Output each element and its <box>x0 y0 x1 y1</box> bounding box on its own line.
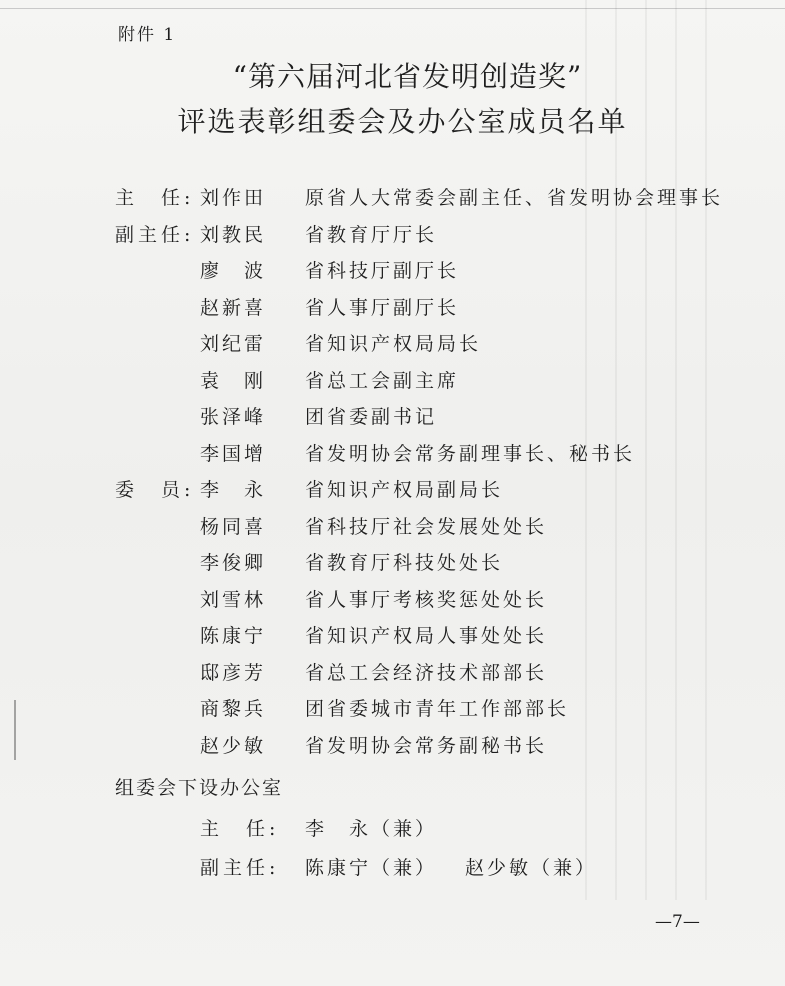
attachment-label: 附件 1 <box>118 25 177 45</box>
member-name: 刘教民 <box>200 223 267 246</box>
member-position: 省人事厅副厅长 <box>305 296 460 319</box>
member-name: 邸彦芳 <box>200 661 267 684</box>
member-name: 刘作田 <box>200 187 267 209</box>
member-name: 杨同喜 <box>200 515 267 538</box>
member-name: 刘雪林 <box>200 588 267 611</box>
member-role: 主 任: <box>115 187 195 209</box>
member-position: 省人事厅考核奖惩处处长 <box>305 588 548 611</box>
member-position: 原省人大常委会副主任、省发明协会理事长 <box>305 187 724 209</box>
office-deputy-names <box>305 853 597 880</box>
member-name: 赵少敏 <box>200 734 267 757</box>
member-name: 廖 波 <box>200 260 267 282</box>
title-line-2: 评选表彰组委会及办公室成员名单 <box>177 105 628 138</box>
member-role: 委 员: <box>115 479 195 501</box>
member-name: 袁 刚 <box>200 369 267 392</box>
office-heading: 组委会下设办公室 <box>115 777 284 799</box>
office-director-name: 李 永（兼） <box>305 818 438 840</box>
member-name: 赵新喜 <box>200 296 267 319</box>
member-name: 刘纪雷 <box>200 333 267 355</box>
member-name: 李 永 <box>200 479 267 501</box>
member-position: 省知识产权局局长 <box>305 333 482 355</box>
office-deputy-name-1: 陈康宁（兼） <box>305 857 438 879</box>
page-number: —7— <box>655 912 700 932</box>
member-name: 李国增 <box>200 442 267 465</box>
member-name: 李俊卿 <box>200 552 267 574</box>
member-position: 省知识产权局人事处处长 <box>305 625 548 647</box>
member-position: 省知识产权局副局长 <box>305 479 504 501</box>
member-name: 陈康宁 <box>200 625 267 647</box>
member-position: 省总工会副主席 <box>305 369 460 392</box>
office-deputy-role: 副主任: <box>200 857 280 879</box>
member-position: 团省委副书记 <box>305 406 438 428</box>
office-director-names <box>305 814 437 841</box>
member-position: 团省委城市青年工作部部长 <box>305 698 570 720</box>
member-role: 副主任: <box>115 223 195 246</box>
member-position: 省发明协会常务副秘书长 <box>305 734 548 757</box>
member-name: 商黎兵 <box>200 698 267 720</box>
member-position: 省教育厅科技处处长 <box>305 552 504 574</box>
member-position: 省发明协会常务副理事长、秘书长 <box>305 442 636 465</box>
member-name: 张泽峰 <box>200 406 267 428</box>
member-position: 省科技厅社会发展处处长 <box>305 515 548 538</box>
title-line-1: “第六届河北省发明创造奖” <box>232 60 583 93</box>
binding-mark <box>14 700 16 760</box>
office-deputy-name-2: 赵少敏（兼） <box>465 857 598 879</box>
member-position: 省总工会经济技术部部长 <box>305 661 548 684</box>
member-position: 省科技厅副厅长 <box>305 260 460 282</box>
member-position: 省教育厅厅长 <box>305 223 438 246</box>
office-director-role: 主 任: <box>200 818 280 840</box>
